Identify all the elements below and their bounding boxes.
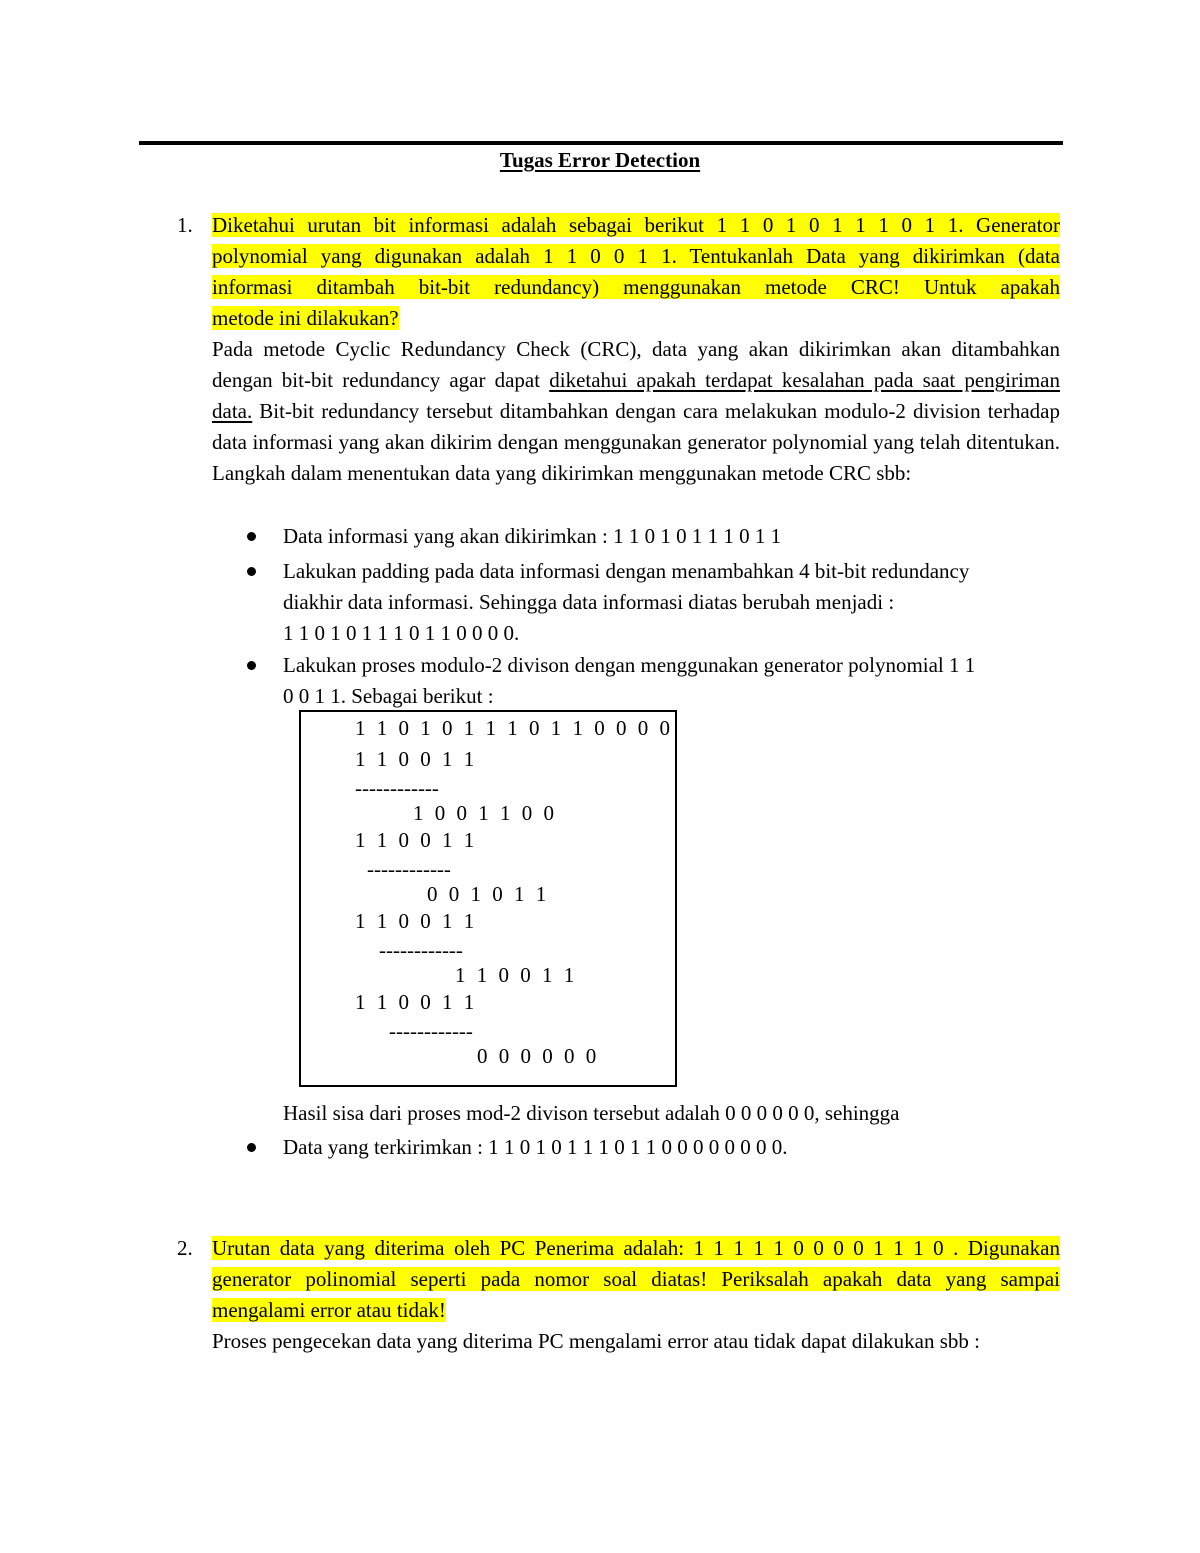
question-1-line-1: Diketahui urutan bit informasi adalah sebagai berikut 1 1 0 1 0 1 1 1 0 1 1. Generator (212, 213, 1060, 237)
question-1-line-3: informasi ditambah bit-bit redundancy) menggunakan metode CRC! Untuk apakah (212, 275, 1060, 299)
result-line: Hasil sisa dari proses mod-2 divison tersebut adalah 0 0 0 0 0 0, sehingga (283, 1101, 900, 1125)
answer-1-paragraph (212, 334, 1060, 489)
question-1-number: 1. (177, 213, 193, 237)
bullet-icon (247, 1143, 256, 1152)
bullet-2-line-3: 1 1 0 1 0 1 1 1 0 1 1 0 0 0 0. (283, 621, 520, 645)
bullet-3-line-2: 0 0 1 1. Sebagai berikut : (283, 684, 494, 708)
question-2-line-2: generator polinomial seperti pada nomor soal diatas! Periksalah apakah data yang sampai (212, 1267, 1060, 1291)
question-2-line-1: Urutan data yang diterima oleh PC Penerima adalah: 1 1 1 1 1 0 0 0 0 1 1 1 0 . Digunakan (212, 1236, 1060, 1260)
question-2-text (212, 1233, 1060, 1326)
bullet-2-line-1: Lakukan padding pada data informasi dengan menambahkan 4 bit-bit redundancy (283, 559, 970, 583)
bullet-icon (247, 567, 256, 576)
answer-1-part-1: Pada metode Cyclic Redundancy Check (CRC), data yang akan dikirimkan akan ditambahkan dengan bit-bit redundancy agar dapat (212, 337, 1060, 392)
top-horizontal-rule (139, 141, 1063, 145)
bullet-icon (247, 661, 256, 670)
bullet-2-line-2: diakhir data informasi. Sehingga data informasi diatas berubah menjadi : (283, 590, 895, 614)
answer-1-underlined: diketahui apakah terdapat kesalahan pada saat pengiriman data. (212, 368, 1061, 423)
calc-generator-4: 1 1 0 0 1 1 (355, 990, 478, 1014)
calc-separator-3: ------------ (379, 938, 463, 962)
question-2-number: 2. (177, 1236, 193, 1260)
question-1-line-2: polynomial yang digunakan adalah 1 1 0 0 1 1. Tentukanlah Data yang dikirimkan (data (212, 244, 1060, 268)
calc-dividend: 1 1 0 1 0 1 1 1 0 1 1 0 0 0 0 (355, 716, 673, 740)
bullet-4-text: Data yang terkirimkan : 1 1 0 1 0 1 1 1 0 1 1 0 0 0 0 0 0 0 0. (283, 1135, 788, 1159)
calc-separator-1: ------------ (355, 776, 439, 800)
calc-generator-1: 1 1 0 0 1 1 (355, 747, 478, 771)
question-1-text (212, 210, 1060, 334)
calc-remainder-2: 0 0 1 0 1 1 (427, 882, 550, 906)
bullet-3-line-1: Lakukan proses modulo-2 divison dengan menggunakan generator polynomial 1 1 (283, 653, 976, 677)
bullet-1-text: Data informasi yang akan dikirimkan : 1 1 0 1 0 1 1 1 0 1 1 (283, 524, 782, 548)
calc-separator-4: ------------ (389, 1019, 473, 1043)
document-title: Tugas Error Detection (499, 148, 701, 172)
answer-1-part-2: Bit-bit redundancy tersebut ditambahkan dengan cara melakukan modulo-2 division terhadap data informasi yang akan dikirim dengan menggunakan generator polynomial yang telah ditentukan. Langkah dalam menentukan data yang dikirimkan menggunakan metode CRC sbb: (212, 399, 1060, 485)
question-1-line-4: metode ini dilakukan? (212, 306, 399, 330)
question-2-line-3: mengalami error atau tidak! (212, 1298, 446, 1322)
bullet-icon (247, 532, 256, 541)
crc-division-box (299, 710, 677, 1087)
answer-2-paragraph: Proses pengecekan data yang diterima PC mengalami error atau tidak dapat dilakukan sbb : (212, 1329, 981, 1353)
calc-final-remainder: 0 0 0 0 0 0 (477, 1044, 600, 1068)
calc-remainder-3: 1 1 0 0 1 1 (455, 963, 578, 987)
calc-generator-3: 1 1 0 0 1 1 (355, 909, 478, 933)
calc-generator-2: 1 1 0 0 1 1 (355, 828, 478, 852)
calc-remainder-1: 1 0 0 1 1 0 0 (413, 801, 557, 825)
calc-separator-2: ------------ (367, 857, 451, 881)
